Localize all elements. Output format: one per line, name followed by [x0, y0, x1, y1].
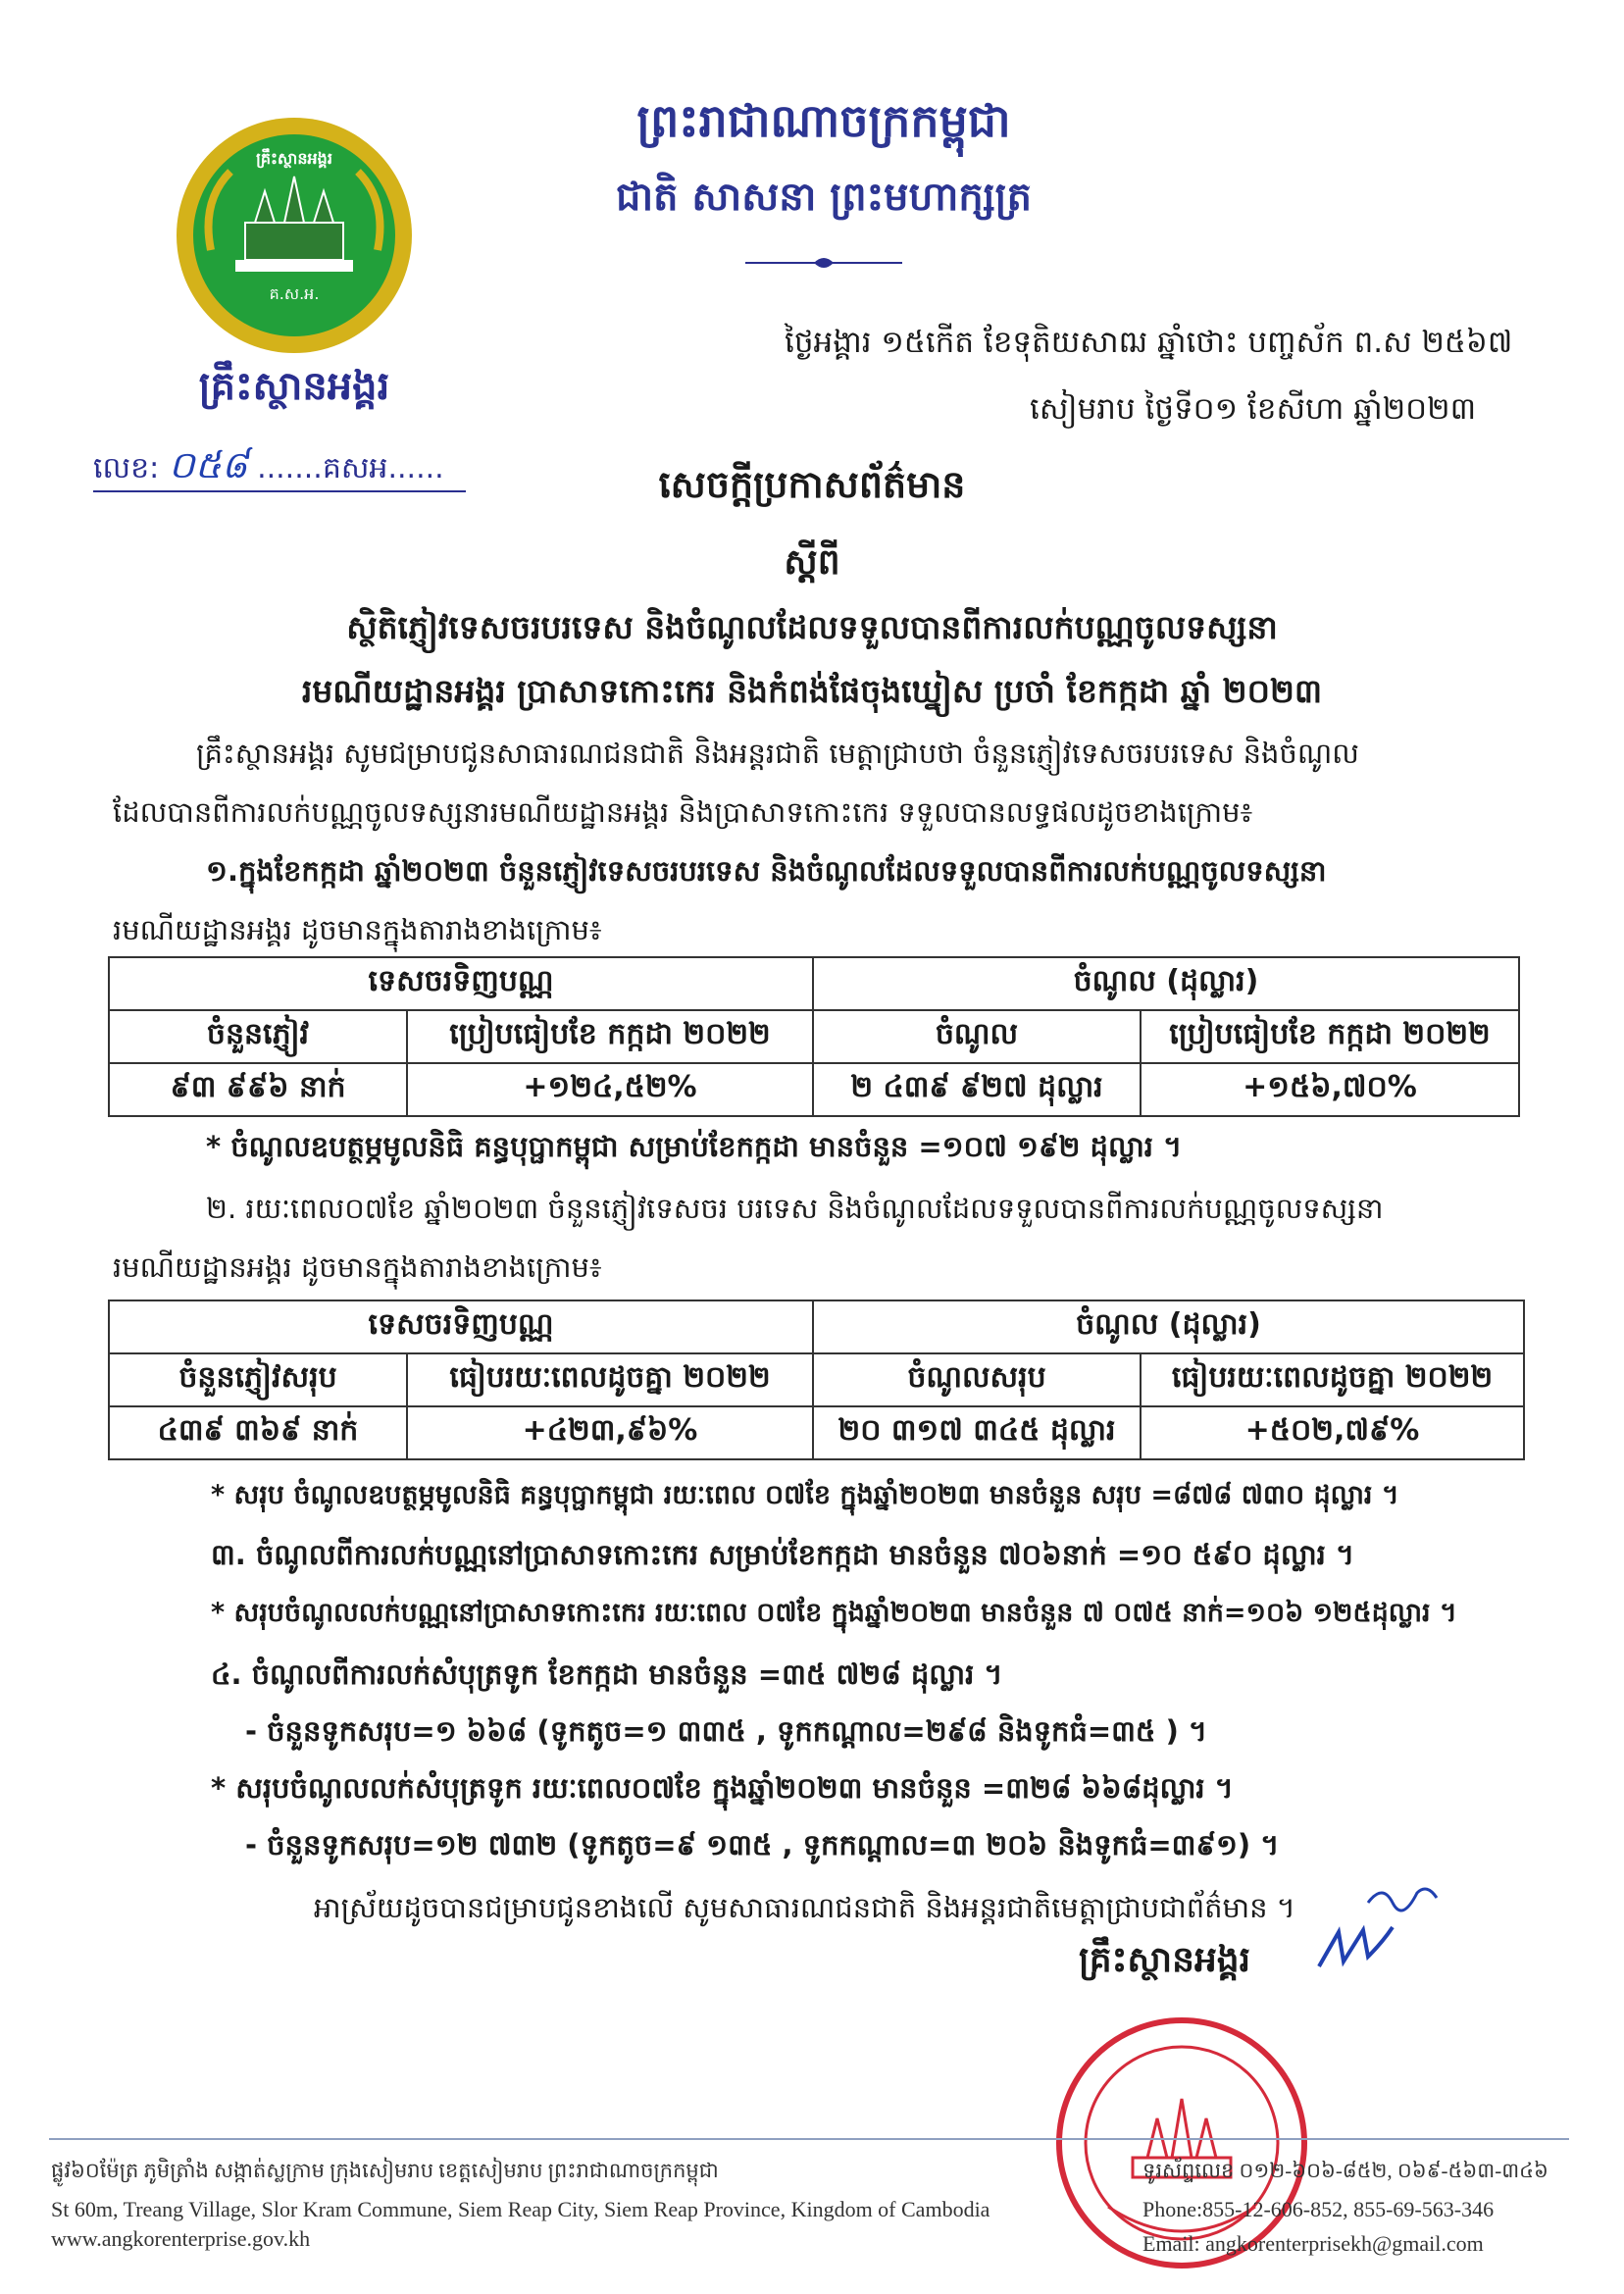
footer-divider [49, 2138, 1569, 2140]
table2-visitors-value: ៤៣៩ ៣៦៩ នាក់ [109, 1406, 407, 1459]
kingdom-heading: ព្រះរាជាណាចក្រកម្ពុជា [636, 94, 1011, 147]
logo-abbr: គ.ស.អ. [269, 284, 320, 303]
section4-line: ៤. ចំណូលពីការលក់សំបុត្រទូក ខែកក្កដា មានចំនួន =៣៥ ៧២៨ ដុល្លារ ។ [211, 1657, 1003, 1691]
section3-line: ៣. ចំណូលពីការលក់បណ្ណនៅប្រាសាទកោះកេរ សម្រាប់ខែកក្កដា មានចំនួន ៧០៦នាក់ =១០ ៥៩០ ដុល្លារ ។ [211, 1538, 1355, 1571]
organization-logo-icon [172, 113, 417, 358]
table1-group-revenue: ចំណូល (ដុល្លារ) [813, 957, 1519, 1010]
signature-icon [1309, 1922, 1397, 1981]
intro-line-2: ដែលបានពីការលក់បណ្ណចូលទស្សនារមណីយដ្ឋានអង្គរ និងប្រាសាទកោះកេរ ទទួលបានលទ្ធផលដូចខាងក្រោម៖ [113, 795, 1253, 829]
table1-visitors-change: +១២៤,៥២% [407, 1063, 813, 1116]
footer-address-en: St 60m, Treang Village, Slor Kram Commune, Siem Reap City, Siem Reap Province, Kingdom of Cambodia [51, 2197, 990, 2221]
footer-phone-en: Phone:855-12-606-852, 855-69-563-346 [1142, 2197, 1495, 2221]
table-seven-months [108, 1300, 1525, 1460]
table1-revenue-change: +១៥៦,៧០% [1141, 1063, 1519, 1116]
section4-sub-1: - ចំនួនទូកសរុប=១ ៦៦៨ (ទូកតូច=១ ៣៣៥ , ទូកកណ្តាល=២៩៨ និងទូកធំ=៣៥ ) ។ [245, 1714, 1208, 1748]
closing-statement: អាស្រ័យដូចបានជម្រាបជូនខាងលើ សូមសាធារណជនជាតិ និងអន្តរជាតិមេត្តាជ្រាបជាព័ត៌មាន ។ [314, 1891, 1295, 1924]
table2-group-revenue: ចំណូល (ដុល្លារ) [813, 1300, 1524, 1353]
section4-note: * សរុបចំណូលលក់សំបុត្រទូក រយៈពេល០៧ខែ ក្នុងឆ្នាំ២០២៣ មានចំនួន =៣២៨ ៦៦៨ដុល្លារ ។ [211, 1771, 1234, 1805]
table1-group-visitors: ទេសចរទិញបណ្ណ [109, 957, 813, 1010]
title-about: ស្តីពី [784, 542, 840, 583]
footer-email: Email: angkorenterprisekh@gmail.com [1142, 2231, 1484, 2256]
ref-suffix: .......គសអ...... [257, 451, 444, 485]
table2-revenue-change: +៥០២,៧៩% [1141, 1406, 1524, 1459]
table2-col-revenue: ចំណូលសរុប [813, 1353, 1141, 1406]
logo-label: គ្រឹះស្ថានអង្គរ [256, 149, 332, 168]
section1-line-1: ១.ក្នុងខែកក្កដា ឆ្នាំ២០២៣ ចំនួនភ្ញៀវទេសចរបរទេស និងចំណូលដែលទទួលបានពីការលក់បណ្ណចូលទស្សនា [206, 854, 1327, 888]
table1-col-revenue: ចំណូល [813, 1010, 1141, 1063]
intro-line-1: គ្រឹះស្ថានអង្គរ សូមជម្រាបជូនសាធារណជនជាតិ និងអន្តរជាតិ មេត្តាជ្រាបថា ចំនួនភ្ញៀវទេសចរបរទេស និងចំណូល [196, 737, 1359, 770]
ref-number: ០៥៨ [168, 443, 248, 486]
organization-name: គ្រឹះស្ថានអង្គរ [198, 363, 390, 409]
section4-sub-2: - ចំនួនទូកសរុប=១២ ៧៣២ (ទូកតូច=៩ ១៣៥ , ទូកកណ្តាល=៣ ២០៦ និងទូកធំ=៣៩១) ។ [245, 1828, 1280, 1861]
footer-phone-km: ទូរស័ព្ទលេខ ០១២-៦០៦-៨៥២, ០៦៩-៥៦៣-៣៤៦ [1142, 2159, 1548, 2182]
table1-revenue-value: ២ ៤៣៩ ៩២៧ ដុល្លារ [813, 1063, 1141, 1116]
section1-line-2: រមណីយដ្ឋានអង្គរ ដូចមានក្នុងតារាងខាងក្រោម៖ [113, 913, 602, 946]
section2-line-2: រមណីយដ្ឋានអង្គរ ដូចមានក្នុងតារាងខាងក្រោម៖ [113, 1250, 602, 1284]
table1-col-visitors: ចំនួនភ្ញៀវ [109, 1010, 407, 1063]
solar-date: សៀមរាប ថ្ងៃទី០១ ខែសីហា ឆ្នាំ២០២៣ [1030, 391, 1477, 427]
table2-revenue-value: ២០ ៣១៧ ៣៤៥ ដុល្លារ [813, 1406, 1141, 1459]
table1-col-revenue-compare: ប្រៀបធៀបខែ កក្កដា ២០២២ [1141, 1010, 1519, 1063]
section3-note: * សរុបចំណូលលក់បណ្ណនៅប្រាសាទកោះកេរ រយៈពេល ០៧ខែ ក្នុងឆ្នាំ២០២៣ មានចំនួន ៧ ០៧៥ នាក់=១០៦ ១២៥ដុល្លារ ។ [211, 1598, 1457, 1628]
table2-col-revenue-compare: ធៀបរយៈពេលដូចគ្នា ២០២២ [1141, 1353, 1524, 1406]
footer-website: www.angkorenterprise.gov.kh [51, 2226, 311, 2251]
divider-ornament [745, 253, 902, 273]
national-motto: ជាតិ សាសនា ព្រះមហាក្សត្រ [616, 174, 1032, 220]
table1-visitors-value: ៩៣ ៩៩៦ នាក់ [109, 1063, 407, 1116]
signatory-title: គ្រឹះស្ថានអង្គរ [1079, 1939, 1251, 1980]
table-monthly [108, 956, 1520, 1117]
section1-note: * ចំណូលឧបត្ថម្ភមូលនិធិ គន្ធបុប្ផាកម្ពុជា សម្រាប់ខែកក្កដា មានចំនួន =១០៧ ១៩២ ដុល្លារ ។ [206, 1130, 1183, 1163]
lunar-date: ថ្ងៃអង្គារ ១៥កើត ខែទុតិយសាឍ ឆ្នាំថោះ បញ្ចស័ក ព.ស ២៥៦៧ [785, 325, 1513, 360]
document-title: សេចក្តីប្រកាសព័ត៌មាន [658, 463, 966, 506]
subject-line-1: ស្ថិតិភ្ញៀវទេសចរបរទេស និងចំណូលដែលទទួលបានពីការលក់បណ្ណចូលទស្សនា [346, 608, 1278, 646]
section2-note: * សរុប ចំណូលឧបត្ថម្ភមូលនិធិ គន្ធបុប្ផាកម្ពុជា រយៈពេល ០៧ខែ ក្នុងឆ្នាំ២០២៣ មានចំនួន សរុប =៨៧៨ ៧៣០ ដុល្លារ ។ [211, 1480, 1399, 1510]
table2-group-visitors: ទេសចរទិញបណ្ណ [109, 1300, 813, 1353]
handwritten-initial-icon [1363, 1878, 1442, 1912]
ref-label: លេខ: [93, 451, 160, 485]
footer-address-km: ផ្លូវ៦០ម៉ែត្រ ភូមិត្រាំង សង្កាត់ស្លក្រាម ក្រុងសៀមរាប ខេត្តសៀមរាប ព្រះរាជាណាចក្រកម្ពុជា [51, 2159, 719, 2182]
section2-line-1: ២. រយៈពេល០៧ខែ ឆ្នាំ២០២៣ ចំនួនភ្ញៀវទេសចរ បរទេស និងចំណូលដែលទទួលបានពីការលក់បណ្ណចូលទស្សនា [206, 1192, 1384, 1225]
table2-visitors-change: +៤២៣,៩៦% [407, 1406, 813, 1459]
table2-col-visitors: ចំនួនភ្ញៀវសរុប [109, 1353, 407, 1406]
subject-line-2: រមណីយដ្ឋានអង្គរ ប្រាសាទកោះកេរ និងកំពង់ផែចុងឃ្នៀស ប្រចាំ ខែកក្កដា ឆ្នាំ ២០២៣ [301, 672, 1323, 710]
table1-col-visitor-compare: ប្រៀបធៀបខែ កក្កដា ២០២២ [407, 1010, 813, 1063]
table2-col-visitor-compare: ធៀបរយៈពេលដូចគ្នា ២០២២ [407, 1353, 813, 1406]
